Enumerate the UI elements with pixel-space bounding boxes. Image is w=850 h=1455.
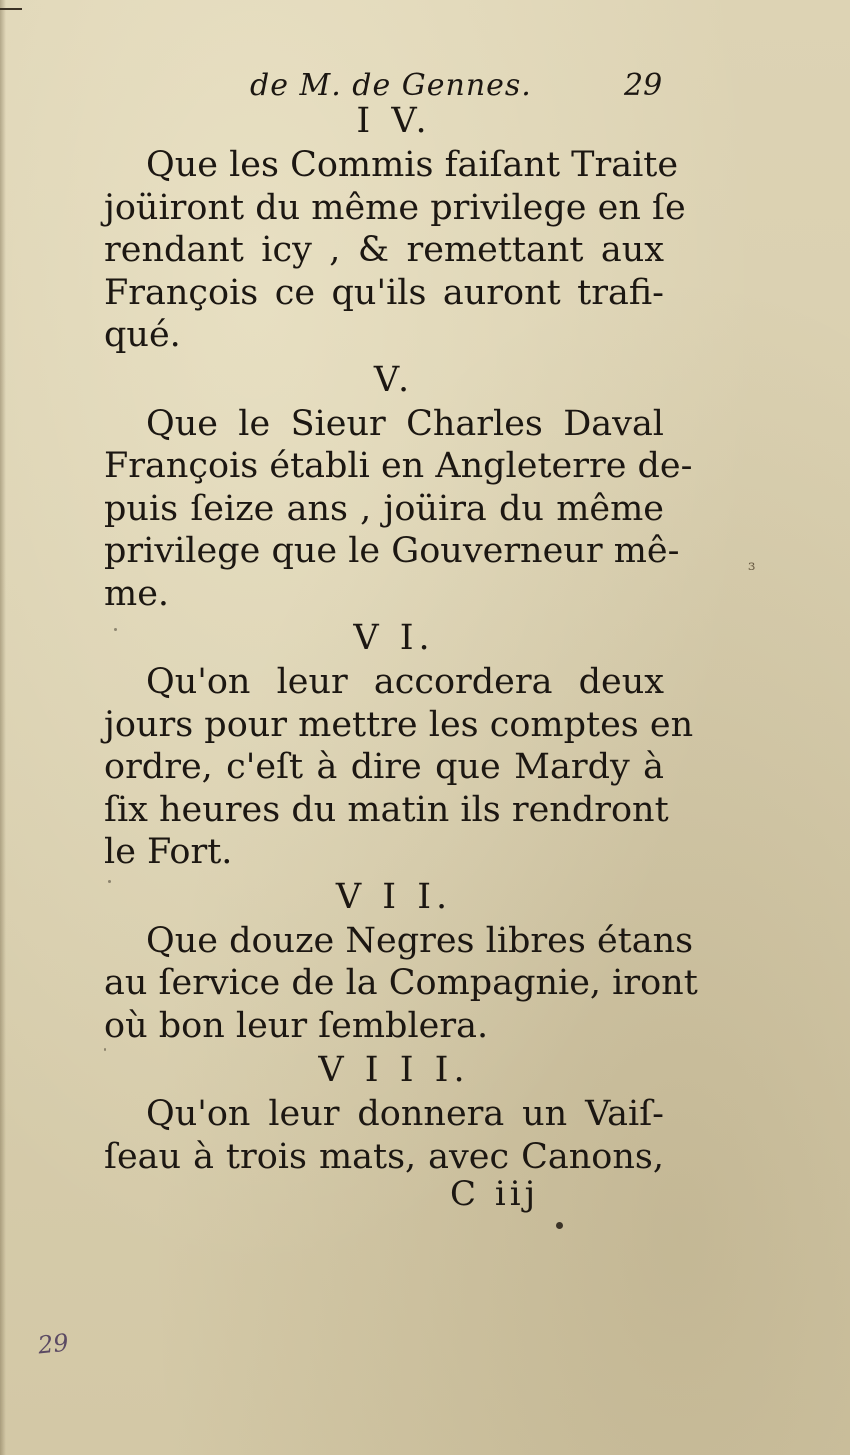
ink-speck (114, 628, 117, 631)
article-6 (104, 615, 694, 874)
text-line: joüiront du même privilege en ſe (104, 187, 686, 228)
text-line: où bon leur ſemblera. (104, 1005, 489, 1046)
text-line: Qu'on leur accordera deux (146, 662, 664, 702)
text-line: Qu'on leur donnera un Vaiſ- (146, 1094, 664, 1134)
text-line: Que douze Negres libres étans (146, 920, 694, 961)
article-8 (104, 1047, 664, 1178)
text-line: François établi en Angleterre de- (104, 446, 693, 486)
article-heading: I V. (356, 101, 432, 141)
ink-speck (556, 1222, 563, 1229)
text-line: Que le Sieur Charles Daval (146, 403, 664, 444)
ink-speck (108, 880, 111, 883)
text-line: François ce qu'ils auront trafi- (104, 272, 664, 313)
text-line: ſix heures du matin ils rendront (104, 789, 669, 830)
article-5 (104, 357, 693, 616)
text-line: qué. (104, 315, 181, 355)
text-line: privilege que le Gouverneur mê- (104, 531, 680, 571)
corner-mark (0, 8, 22, 10)
ink-speck (104, 1048, 106, 1051)
text-line: me. (104, 573, 170, 614)
margin-mark: ɜ (748, 558, 756, 574)
article-7 (104, 874, 698, 1048)
text-line: jours pour mettre les comptes en (104, 704, 694, 745)
article-heading: V I I. (335, 876, 453, 917)
article-heading: V I I I. (318, 1050, 470, 1090)
signature-mark: C iij (450, 1174, 540, 1214)
article-heading: V. (373, 359, 415, 400)
text-line: ordre, c'eſt à dire que Mardy à (104, 747, 664, 787)
running-head: de M. de Gennes. (250, 68, 532, 103)
article-4 (104, 98, 686, 357)
text-line: rendant icy , & remettant aux (104, 230, 664, 270)
article-heading: V I. (353, 618, 435, 658)
text-line: le Fort. (104, 832, 233, 872)
handwritten-shelf-mark: 29 (36, 1328, 70, 1360)
text-line: puis ſeize ans , joüira du même (104, 488, 664, 529)
page-edge-shadow (0, 0, 6, 1455)
body-text (104, 98, 698, 1178)
text-line: ſeau à trois mats, avec Canons, (104, 1136, 664, 1177)
text-line: au ſervice de la Compagnie, iront (104, 963, 698, 1003)
text-line: Que les Commis faiſant Traite (146, 145, 679, 185)
page-number: 29 (624, 68, 663, 103)
